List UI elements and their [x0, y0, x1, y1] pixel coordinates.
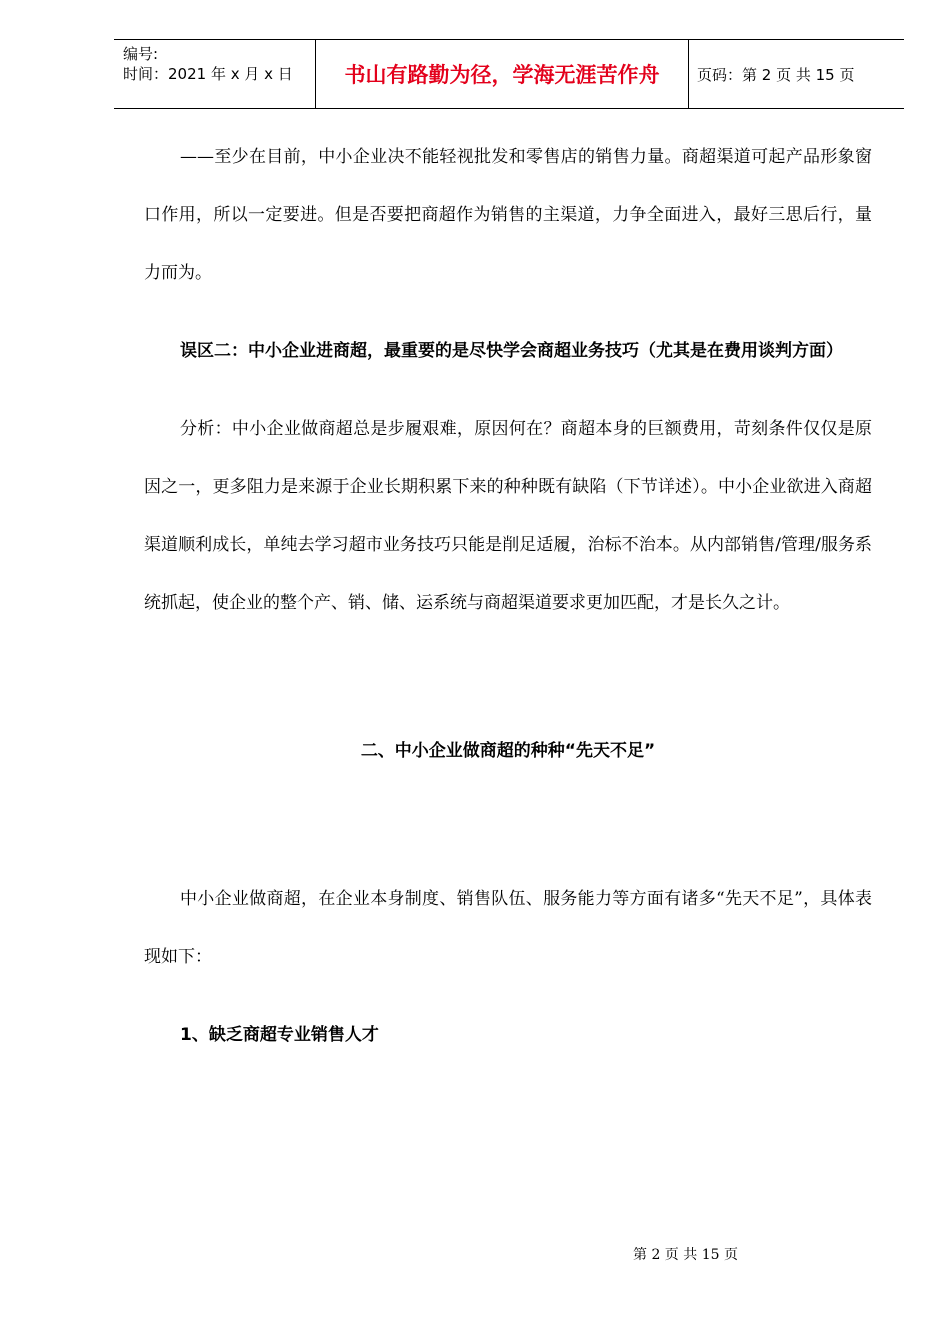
analysis-paragraph: 分析：中小企业做商超总是步履艰难，原因何在？商超本身的巨额费用，苛刻条件仅仅是原因之一，更多阻力是来源于企业长期积累下来的种种既有缺陷（下节详述）。中小企业欲进入商超渠道顺利成长，单纯去学习超市业务技巧只能是削足适履，治标不治本。从内部销售/管理/服务系统抓起，使企业的整个产、销、储、运系统与商超渠道要求更加匹配，才是长久之计。 [144, 419, 873, 613]
misconception-heading: 误区二：中小企业进商超，最重要的是尽快学会商超业务技巧（尤其是在费用谈判方面） [180, 341, 843, 361]
motto-text: 书山有路勤为径，学海无涯苦作舟 [344, 63, 660, 87]
date-label: 时间：2021 年 x 月 x 日 [123, 65, 293, 83]
header-page-cell [689, 40, 904, 108]
header-motto-cell [316, 40, 689, 108]
document-body [144, 128, 872, 1064]
section-intro-paragraph: 中小企业做商超，在企业本身制度、销售队伍、服务能力等方面有诸多“先天不足”，具体表现如下： [144, 889, 872, 967]
page-number-label: 页码：第 2 页 共 15 页 [697, 65, 855, 84]
page-footer: 第 2 页 共 15 页 [633, 1247, 738, 1263]
header-table [114, 39, 904, 109]
paragraph-intro: ——至少在目前，中小企业决不能轻视批发和零售店的销售力量。商超渠道可起产品形象窗口作用，所以一定要进。但是否要把商超作为销售的主渠道，力争全面进入，最好三思后行，量力而为。 [144, 147, 872, 283]
section-title: 二、中小企业做商超的种种“先天不足” [360, 741, 656, 761]
header-info-cell [114, 40, 316, 108]
serial-label: 编号: [123, 45, 159, 63]
subsection-heading: 1、缺乏商超专业销售人才 [180, 1025, 379, 1045]
